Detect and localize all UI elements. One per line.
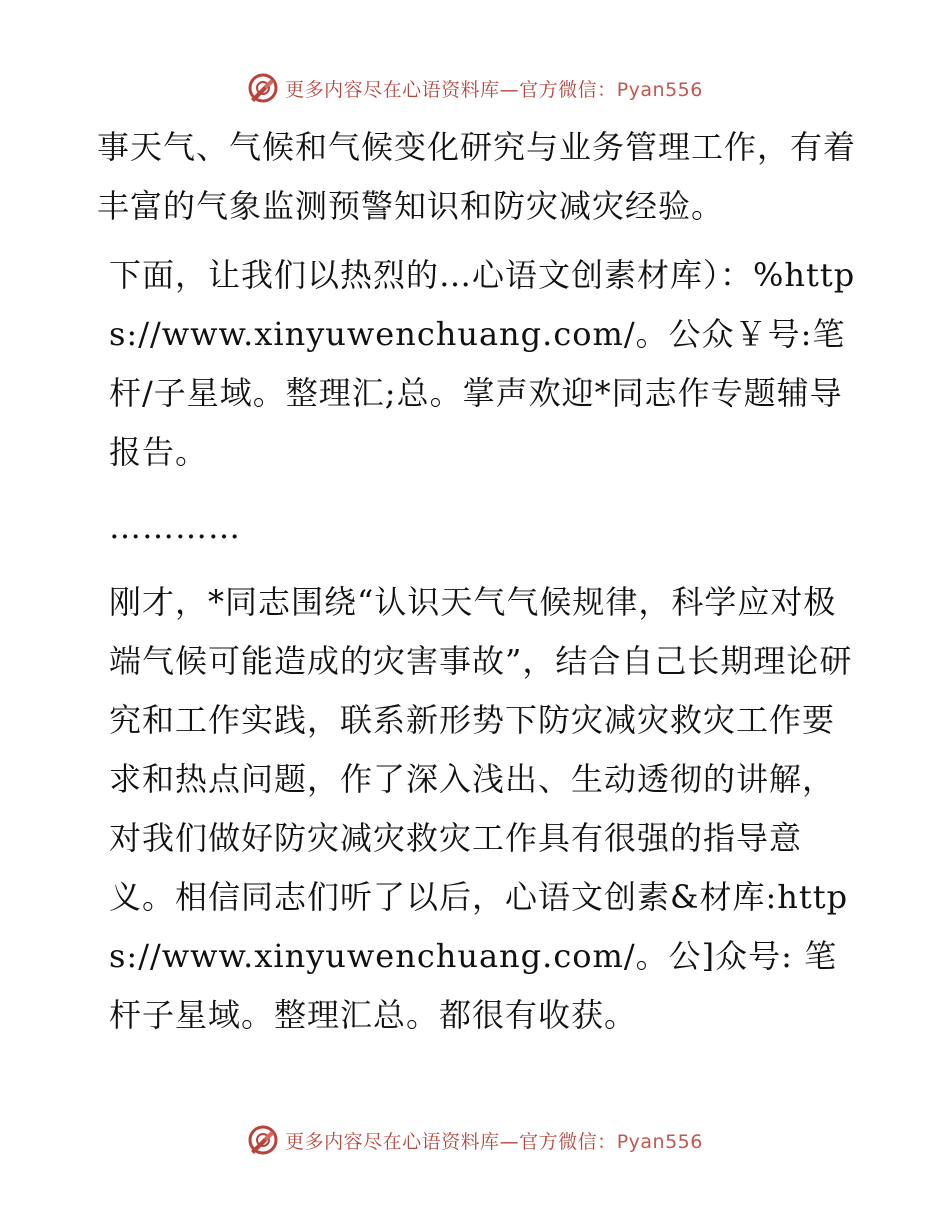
page-footer-banner <box>0 1124 950 1156</box>
footer-banner-text: 更多内容尽在心语资料库—官方微信：Pyan556 <box>285 1130 703 1153</box>
paragraph-welcome: 下面，让我们以热烈的…心语文创素材库）：%https://www.xinyuwenchuang.com/。公众￥号:笔杆/子星域。整理汇;总。掌声欢迎*同志作专题辅导报告。 <box>109 256 856 471</box>
paragraph-ellipsis: ………… <box>109 508 241 546</box>
pen-logo-icon <box>247 72 279 104</box>
document-body <box>97 118 857 1045</box>
paragraph-summary: 刚才，*同志围绕“认识天气气候规律，科学应对极端气候可能造成的灾害事故”，结合自己长期理论研究和工作实践，联系新形势下防灾减灾救灾工作要求和热点问题，作了深入浅出、生动透彻的讲解，对我们做好防灾减灾救灾工作具有很强的指导意义。相信同志们听了以后，心语文创素&材库:https://www.xinyuwenchuang.com/。公]众号: 笔杆子星域。整理汇总。都很有收获。 <box>109 583 853 1034</box>
header-banner-text: 更多内容尽在心语资料库—官方微信：Pyan556 <box>285 78 703 101</box>
paragraph-intro-continuation: 事天气、气候和气候变化研究与业务管理工作，有着丰富的气象监测预警知识和防灾减灾经验。 <box>97 128 857 225</box>
pen-logo-icon <box>247 1124 279 1156</box>
page-header-banner <box>0 72 950 104</box>
